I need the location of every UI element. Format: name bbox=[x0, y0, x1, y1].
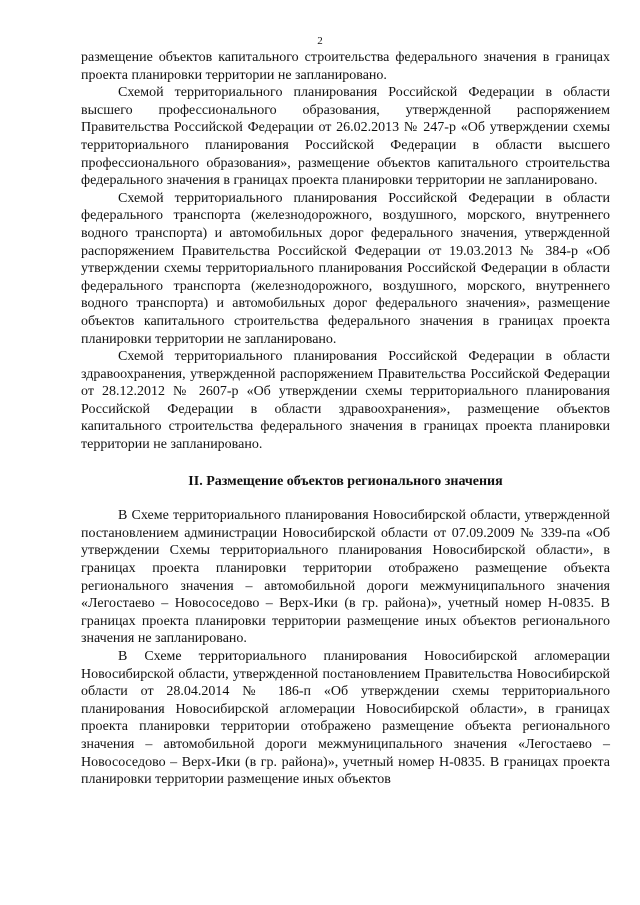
paragraph-regional-scheme: В Схеме территориального планирования Новосибирской области, утвержденной постановлением администрации Новосибирской области от 07.09.2009 № 339-па «Об утверждении Схемы территориального планирования Новосибирской области», в границах проекта планировки территории отображено размещение объекта регионального значения – автомобильной дороги межмуниципального значения «Легостаево – Новососедово – Верх-Ики (в гр. района)», учетный номер Н-0835. В границах проекта планировки территории размещение иных объектов регионального значения не запланировано. bbox=[81, 508, 610, 647]
paragraph-agglomeration-scheme: В Схеме территориального планирования Новосибирской агломерации Новосибирской области, утвержденной постановлением Правительства Новосибирской области от 28.04.2014 № 186-п «Об утверждении схемы территориального планирования Новосибирской агломерации Новосибирской области», в границах проекта планировки территории отображено размещение объекта регионального значения – автомобильной дороги межмуниципального значения «Легостаево – Новососедово – Верх-Ики (в гр. района)», учетный номер Н-0835. В границах проекта планировки территории размещение иных объектов bbox=[81, 649, 610, 788]
paragraph-federal-transport: Схемой территориального планирования Российской Федерации в области федерального транспорта (железнодорожного, воздушного, морского, внутреннего водного транспорта) и автомобильных дорог федерального значения, утвержденной распоряжением Правительства Российской Федерации от 19.03.2013 № 384-р «Об утверждении схемы территориального планирования Российской Федерации в области федерального транспорта (железнодорожного, воздушного, морского, внутреннего водного транспорта) и автомобильных дорог федерального значения», размещение объектов капитального строительства федерального значения в границах проекта планировки территории не запланировано. bbox=[81, 190, 610, 347]
document-body bbox=[81, 49, 610, 789]
section-heading: II. Размещение объектов регионального значения bbox=[188, 473, 503, 489]
paragraph-federal-continuation: размещение объектов капитального строительства федерального значения в границах проекта планировки территории не запланировано. bbox=[81, 50, 610, 83]
paragraph-federal-education: Схемой территориального планирования Российской Федерации в области высшего профессионального образования, утвержденной распоряжением Правительства Российской Федерации от 26.02.2013 № 247-р «Об утверждении схемы территориального планирования Российской Федерации в области высшего профессионального образования», размещение объектов капитального строительства федерального значения в границах проекта планировки территории не запланировано. bbox=[81, 85, 610, 189]
paragraph-federal-healthcare: Схемой территориального планирования Российской Федерации в области здравоохранения, утвержденной распоряжением Правительства Российской Федерации от 28.12.2012 № 2607-р «Об утверждении схемы территориального планирования Российской Федерации в области здравоохранения», размещение объектов капитального строительства федерального значения в границах проекта планировки территории не запланировано. bbox=[81, 349, 610, 453]
page-number: 2 bbox=[317, 35, 323, 47]
